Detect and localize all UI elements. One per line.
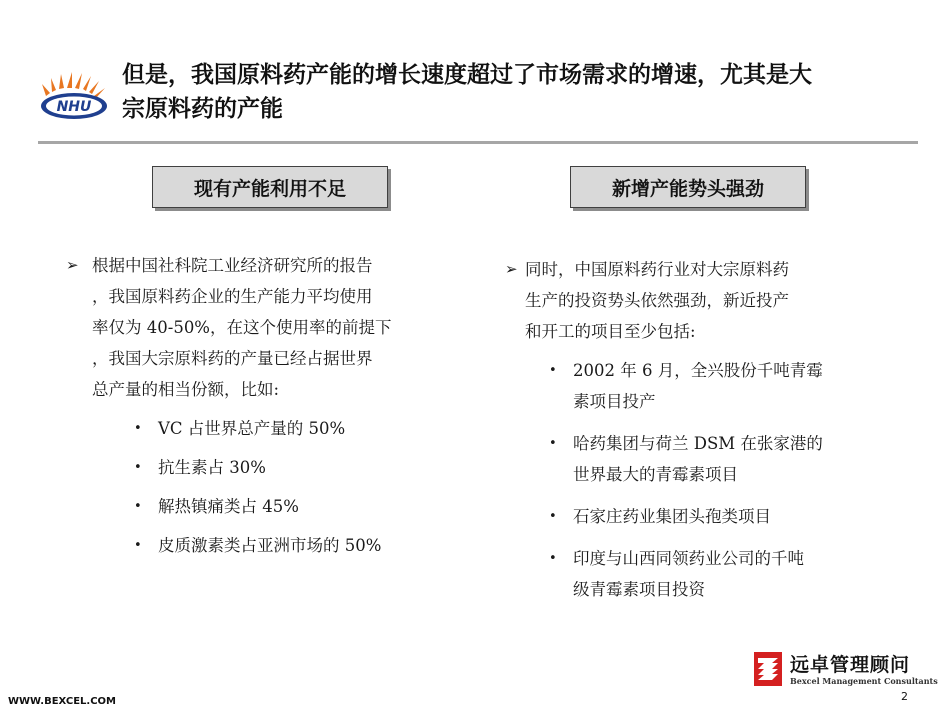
left-paragraph-line: 根据中国社科院工业经济研究所的报告 — [92, 256, 373, 275]
list-item-text: 素项目投产 — [573, 392, 656, 411]
right-paragraph — [505, 254, 885, 347]
list-item-text: 印度与山西同领药业公司的千吨 — [573, 549, 804, 568]
left-column — [66, 250, 466, 569]
list-item-text: 解热镇痛类占 45% — [158, 497, 299, 516]
right-paragraph-line: 生产的投资势头依然强劲，新近投产 — [525, 291, 789, 310]
page-title — [122, 58, 922, 126]
bullet-dot-icon: • — [549, 363, 557, 378]
left-paragraph — [66, 250, 466, 405]
brand-name-en: Bexcel Management Consultants — [790, 676, 938, 686]
list-item-text: 世界最大的青霉素项目 — [573, 465, 738, 484]
list-item — [134, 491, 466, 522]
right-paragraph-line: 同时，中国原料药行业对大宗原料药 — [525, 260, 789, 279]
bullet-dot-icon: • — [134, 460, 142, 475]
list-item-text: 抗生素占 30% — [158, 458, 266, 477]
list-item-text: VC 占世界总产量的 50% — [158, 419, 346, 438]
list-item — [549, 428, 885, 490]
left-bullet-list — [134, 413, 466, 561]
bullet-dot-icon: • — [549, 436, 557, 451]
bexcel-brand-logo — [752, 650, 938, 690]
nhu-logo — [38, 66, 110, 122]
bexcel-mark-icon — [752, 650, 784, 688]
logo-text: NHU — [56, 99, 92, 115]
page-number: 2 — [901, 690, 908, 703]
list-item — [549, 543, 885, 605]
title-line-1: 但是，我国原料药产能的增长速度超过了市场需求的增速，尤其是大 — [122, 62, 812, 88]
list-item-text: 哈药集团与荷兰 DSM 在张家港的 — [573, 434, 823, 453]
list-item — [134, 413, 466, 444]
list-item — [549, 501, 885, 532]
left-paragraph-line: 率仅为 40-50%，在这个使用率的前提下 — [92, 318, 392, 337]
list-item-text: 皮质激素类占亚洲市场的 50% — [158, 536, 382, 555]
title-line-2: 宗原料药的产能 — [122, 96, 283, 122]
title-divider — [38, 141, 918, 144]
bullet-dot-icon: • — [134, 538, 142, 553]
right-heading-label: 新增产能势头强劲 — [611, 177, 764, 200]
list-item — [549, 355, 885, 417]
list-item-text: 2002 年 6 月，全兴股份千吨青霉 — [573, 361, 823, 380]
footer-url: WWW.BEXCEL.COM — [8, 696, 117, 707]
bullet-dot-icon: • — [134, 421, 142, 436]
list-item — [134, 530, 466, 561]
bullet-dot-icon: • — [549, 551, 557, 566]
left-paragraph-line: 总产量的相当份额，比如: — [92, 380, 280, 399]
list-item-text: 级青霉素项目投资 — [573, 580, 705, 599]
right-bullet-list — [549, 355, 885, 605]
bullet-dot-icon: • — [549, 509, 557, 524]
right-column — [505, 254, 885, 616]
right-paragraph-line: 和开工的项目至少包括: — [525, 322, 696, 341]
left-heading-label: 现有产能利用不足 — [193, 177, 346, 200]
list-item-text: 石家庄药业集团头孢类项目 — [573, 507, 771, 526]
right-heading-box — [570, 166, 806, 208]
list-item — [134, 452, 466, 483]
left-heading-box — [152, 166, 388, 208]
arrow-bullet-icon: ➢ — [66, 256, 79, 274]
left-paragraph-line: ，我国大宗原料药的产量已经占据世界 — [92, 349, 373, 368]
bullet-dot-icon: • — [134, 499, 142, 514]
brand-name-cn: 远卓管理顾问 — [790, 654, 911, 676]
left-paragraph-line: ，我国原料药企业的生产能力平均使用 — [92, 287, 373, 306]
arrow-bullet-icon: ➢ — [505, 260, 518, 278]
